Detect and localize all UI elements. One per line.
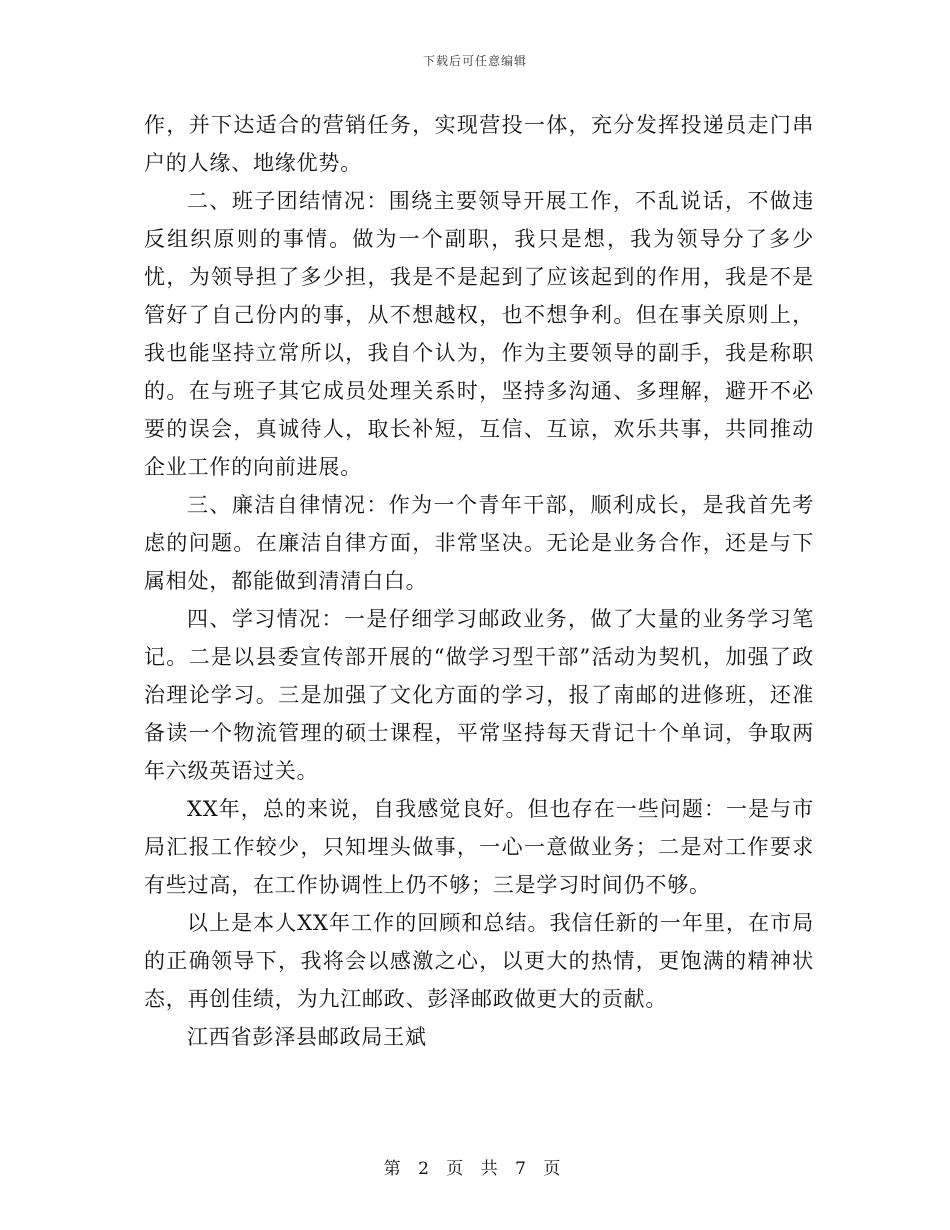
document-body — [144, 106, 814, 1056]
page-footer: 第 2 页 共 7 页 — [383, 1159, 567, 1179]
page-header: 下载后可任意编辑 — [422, 54, 527, 68]
paragraph-continuation: 作，并下达适合的营销任务，实现营投一体，充分发挥投递员走门串户的人缘、地缘优势。 — [144, 113, 814, 175]
paragraph-team-unity: 二、班子团结情况：围绕主要领导开展工作，不乱说话，不做违反组织原则的事情。做为一个副职，我只是想，我为领导分了多少忧，为领导担了多少担，我是不是起到了应该起到的作用，我是不是管好了自己份内的事，从不想越权，也不想争利。但在事关原则上，我也能坚持立常所以，我自个认为，作为主要领导的副手，我是称职的。在与班子其它成员处理关系时，坚持多沟通、多理解，避开不必要的误会，真诚待人，取长补短，互信、互谅，欢乐共事，共同推动企业工作的向前进展。 — [144, 189, 814, 479]
paragraph-conclusion: 以上是本人XX年工作的回顾和总结。我信任新的一年里，在市局的正确领导下，我将会以感激之心，以更大的热情，更饱满的精神状态，再创佳绩，为九江邮政、彭泽邮政做更大的贡献。 — [144, 911, 814, 1011]
paragraph-self-assessment: XX年，总的来说，自我感觉良好。但也存在一些问题：一是与市局汇报工作较少，只知埋头做事，一心一意做业务；二是对工作要求有些过高，在工作协调性上仍不够；三是学习时间仍不够。 — [144, 797, 814, 897]
paragraph-study: 四、学习情况：一是仔细学习邮政业务，做了大量的业务学习笔记。二是以县委宣传部开展的“做学习型干部”活动为契机，加强了政治理论学习。三是加强了文化方面的学习，报了南邮的进修班，还准备读一个物流管理的硕士课程，平常坚持每天背记十个单词，争取两年六级英语过关。 — [144, 607, 814, 783]
paragraph-integrity: 三、廉洁自律情况：作为一个青年干部，顺利成长，是我首先考虑的问题。在廉洁自律方面，非常坚决。无论是业务合作，还是与下属相处，都能做到清清白白。 — [144, 493, 814, 593]
signature: 江西省彭泽县邮政局王斌 — [187, 1025, 427, 1049]
